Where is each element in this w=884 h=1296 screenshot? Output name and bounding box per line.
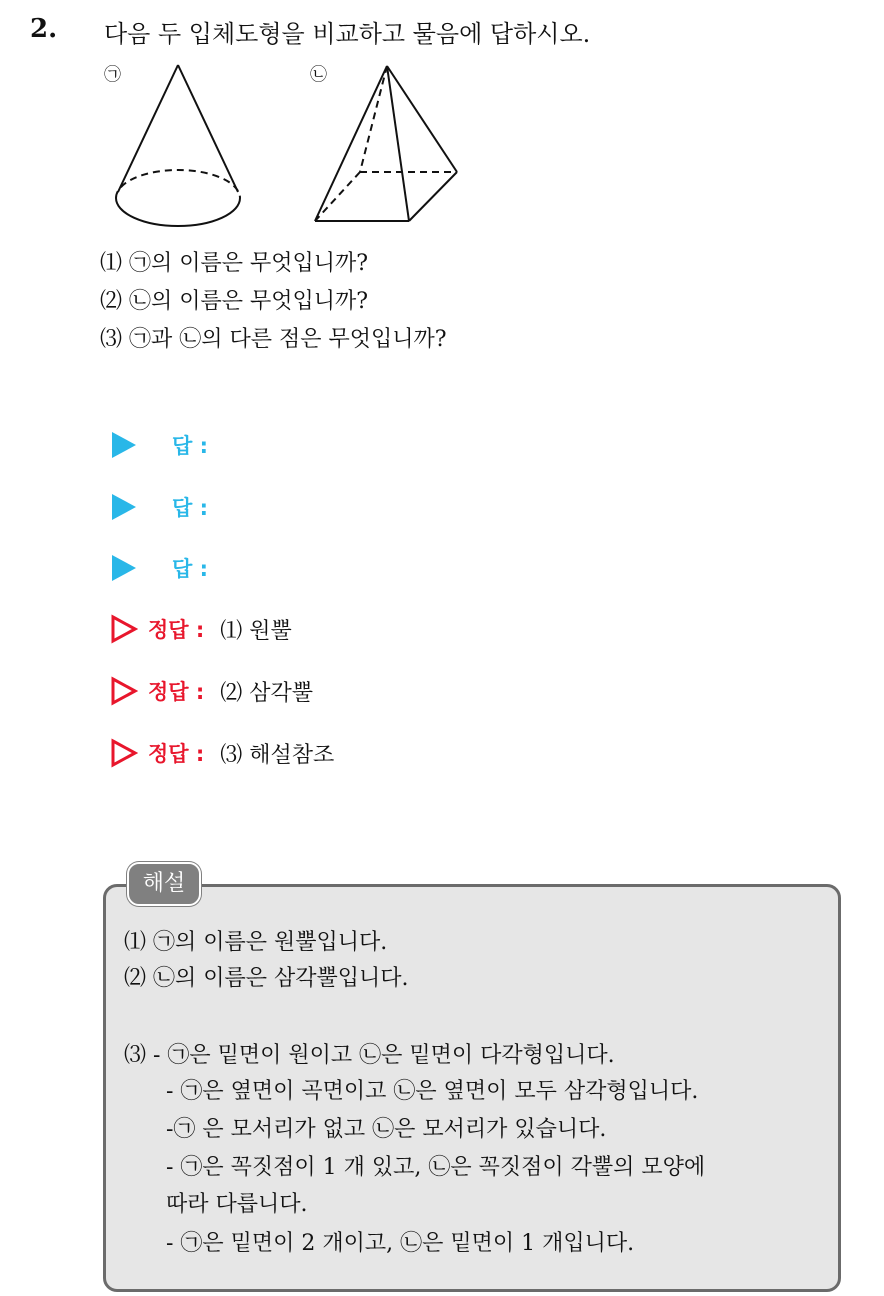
outline-arrow-icon xyxy=(110,614,138,644)
explanation-line: - ㉠은 꼭짓점이 1 개 있고, ㉡은 꼭짓점이 각뿔의 모양에 xyxy=(166,1155,706,1180)
explanation-title: 해설 xyxy=(127,862,201,906)
outline-arrow-icon xyxy=(110,738,138,768)
answer-label: 답 : xyxy=(172,557,208,581)
correct-value: ⑶ 해설참조 xyxy=(220,742,335,768)
cone-figure xyxy=(100,55,260,245)
explanation-line: ⑵ ㉡의 이름은 삼각뿔입니다. xyxy=(124,966,409,991)
play-arrow-icon xyxy=(110,430,138,460)
answer-row-3 xyxy=(110,551,208,585)
answer-row-2 xyxy=(110,490,208,524)
correct-label: 정답 : xyxy=(148,618,205,642)
correct-value: ⑵ 삼각뿔 xyxy=(220,680,314,706)
answer-label: 답 : xyxy=(172,434,208,458)
figure-b-label: ㉡ xyxy=(310,65,327,85)
outline-arrow-icon xyxy=(110,676,138,706)
correct-row-3 xyxy=(110,736,334,770)
explanation-line: -㉠ 은 모서리가 없고 ㉡은 모서리가 있습니다. xyxy=(166,1117,607,1142)
explanation-line: 따라 다릅니다. xyxy=(166,1192,308,1217)
subquestion-1: ⑴ ㉠의 이름은 무엇입니까? xyxy=(100,251,369,276)
correct-row-1 xyxy=(110,612,292,646)
subquestion-2: ⑵ ㉡의 이름은 무엇입니까? xyxy=(100,289,369,314)
subquestion-3: ⑶ ㉠과 ㉡의 다른 점은 무엇입니까? xyxy=(100,327,447,352)
play-arrow-icon xyxy=(110,553,138,583)
explanation-line: - ㉠은 옆면이 곡면이고 ㉡은 옆면이 모두 삼각형입니다. xyxy=(166,1079,699,1104)
pyramid-figure xyxy=(305,55,470,235)
play-arrow-icon xyxy=(110,492,138,522)
answer-row-1 xyxy=(110,428,208,462)
explanation-line: ⑴ ㉠의 이름은 원뿔입니다. xyxy=(124,930,388,955)
correct-label: 정답 : xyxy=(148,742,205,766)
question-text: 다음 두 입체도형을 비교하고 물음에 답하시오. xyxy=(104,20,591,48)
correct-row-2 xyxy=(110,674,313,708)
question-number: 2. xyxy=(30,14,58,44)
explanation-line: ⑶ - ㉠은 밑면이 원이고 ㉡은 밑면이 다각형입니다. xyxy=(124,1043,615,1068)
correct-value: ⑴ 원뿔 xyxy=(220,618,292,644)
answer-label: 답 : xyxy=(172,496,208,520)
explanation-line: - ㉠은 밑면이 2 개이고, ㉡은 밑면이 1 개입니다. xyxy=(166,1231,635,1256)
correct-label: 정답 : xyxy=(148,680,205,704)
figure-a-label: ㉠ xyxy=(104,65,121,85)
